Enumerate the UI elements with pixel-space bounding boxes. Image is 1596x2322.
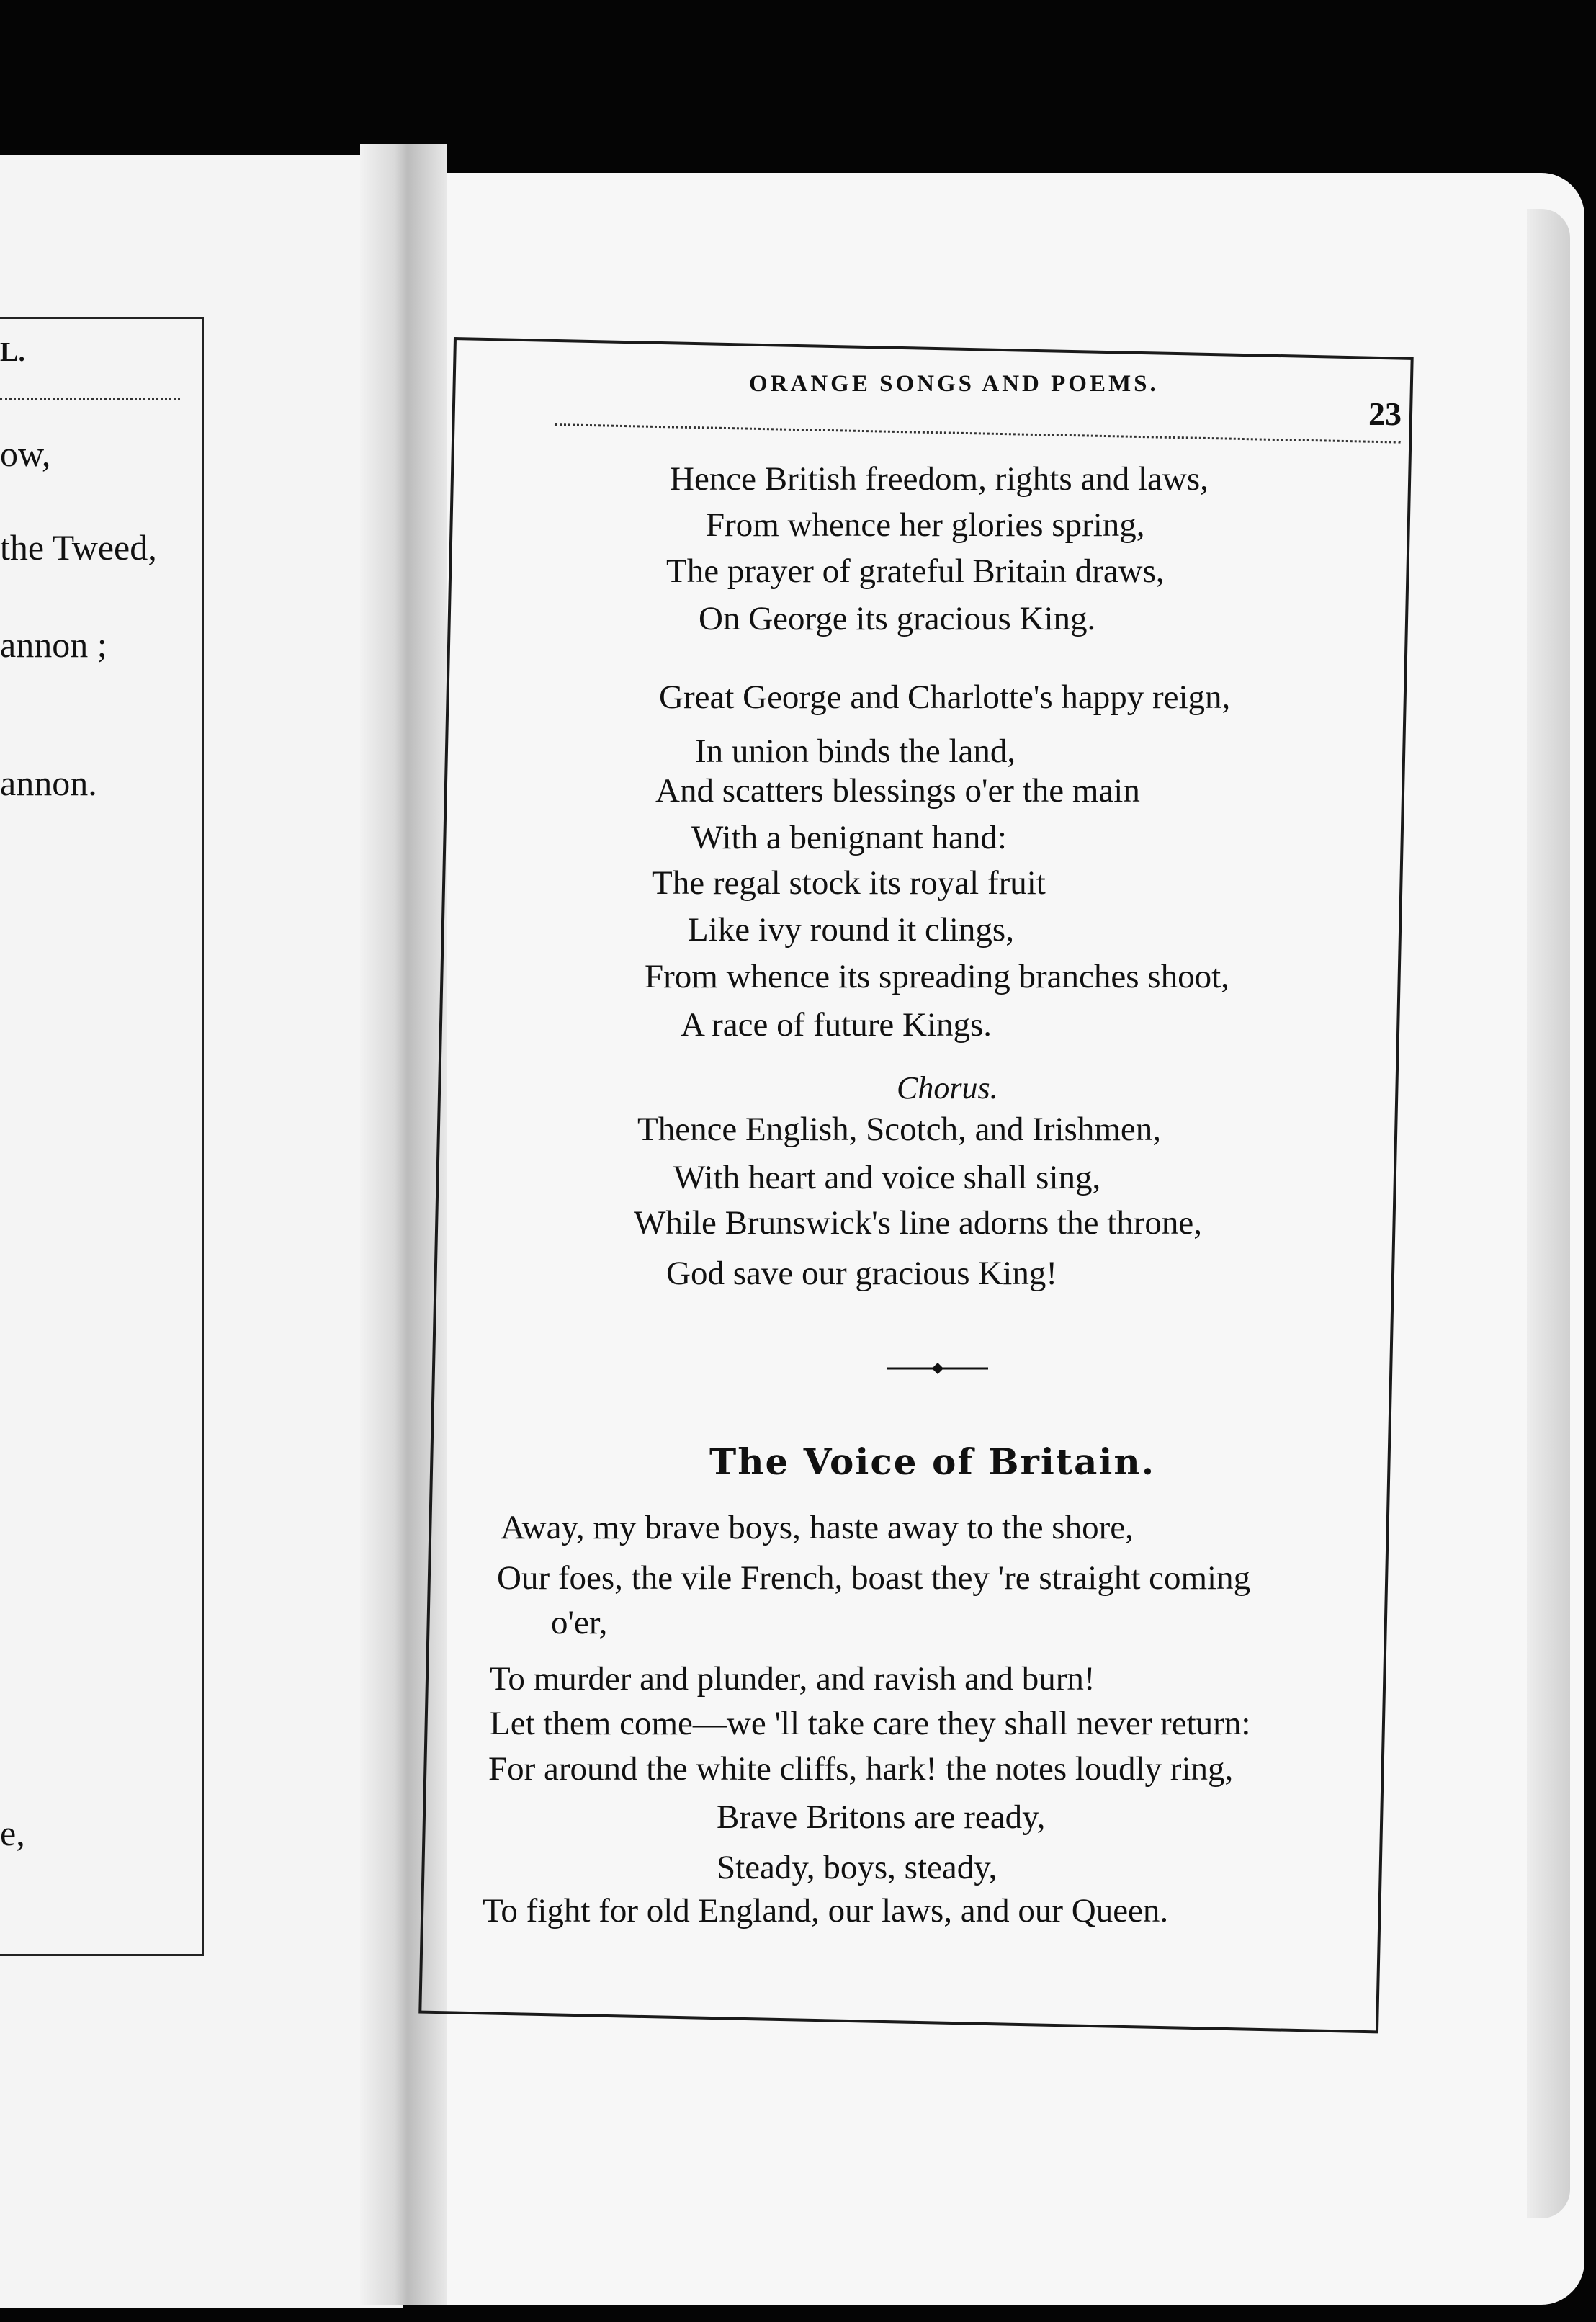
left-line: annon ; bbox=[0, 624, 107, 665]
left-line: L. bbox=[0, 337, 25, 367]
verse-line: In union binds the land, bbox=[695, 732, 1016, 770]
verse-line: Away, my brave boys, haste away to the shore, bbox=[501, 1509, 1134, 1546]
verse-line: Hence British freedom, rights and laws, bbox=[670, 460, 1209, 498]
song-title: The Voice of Britain. bbox=[709, 1440, 1156, 1483]
verse-line: The regal stock its royal fruit bbox=[652, 864, 1046, 902]
verse-line: Brave Britons are ready, bbox=[717, 1798, 1046, 1836]
verse-line: Like ivy round it clings, bbox=[688, 911, 1014, 949]
verse-line: While Brunswick's line adorns the throne, bbox=[634, 1204, 1203, 1242]
left-line: e, bbox=[0, 1813, 25, 1853]
verse-line: Our foes, the vile French, boast they 're straight coming bbox=[497, 1559, 1251, 1597]
left-line: annon. bbox=[0, 763, 97, 803]
chorus-label: Chorus. bbox=[897, 1070, 998, 1106]
verse-line: God save our gracious King! bbox=[666, 1255, 1057, 1292]
left-line: the Tweed, bbox=[0, 527, 157, 568]
left-header-rule bbox=[0, 398, 180, 400]
ornament-divider bbox=[887, 1361, 988, 1376]
page-number: 23 bbox=[1368, 395, 1402, 432]
verse-line: A race of future Kings. bbox=[681, 1006, 992, 1044]
verse-line: o'er, bbox=[551, 1604, 608, 1641]
verse-line: And scatters blessings o'er the main bbox=[655, 772, 1140, 810]
verse-line: From whence its spreading branches shoot, bbox=[645, 958, 1229, 995]
verse-line: On George its gracious King. bbox=[699, 600, 1096, 637]
verse-line: To fight for old England, our laws, and our Queen. bbox=[483, 1892, 1169, 1929]
verse-line: Steady, boys, steady, bbox=[717, 1849, 998, 1886]
verse-line: With a benignant hand: bbox=[691, 819, 1007, 856]
verse-line: With heart and voice shall sing, bbox=[673, 1159, 1101, 1196]
verse-line: The prayer of grateful Britain draws, bbox=[666, 552, 1165, 590]
left-line: ow, bbox=[0, 434, 51, 474]
verse-line: For around the white cliffs, hark! the notes loudly ring, bbox=[488, 1750, 1234, 1788]
verse-line: To murder and plunder, and ravish and burn! bbox=[490, 1660, 1095, 1698]
verse-line: Let them come—we 'll take care they shall never return: bbox=[490, 1705, 1251, 1742]
verse-line: Thence English, Scotch, and Irishmen, bbox=[637, 1111, 1162, 1148]
verse-line: From whence her glories spring, bbox=[706, 506, 1145, 544]
verse-line: Great George and Charlotte's happy reign, bbox=[659, 678, 1231, 716]
page-edge bbox=[1527, 209, 1570, 2218]
running-head: ORANGE SONGS AND POEMS. bbox=[749, 371, 1159, 397]
